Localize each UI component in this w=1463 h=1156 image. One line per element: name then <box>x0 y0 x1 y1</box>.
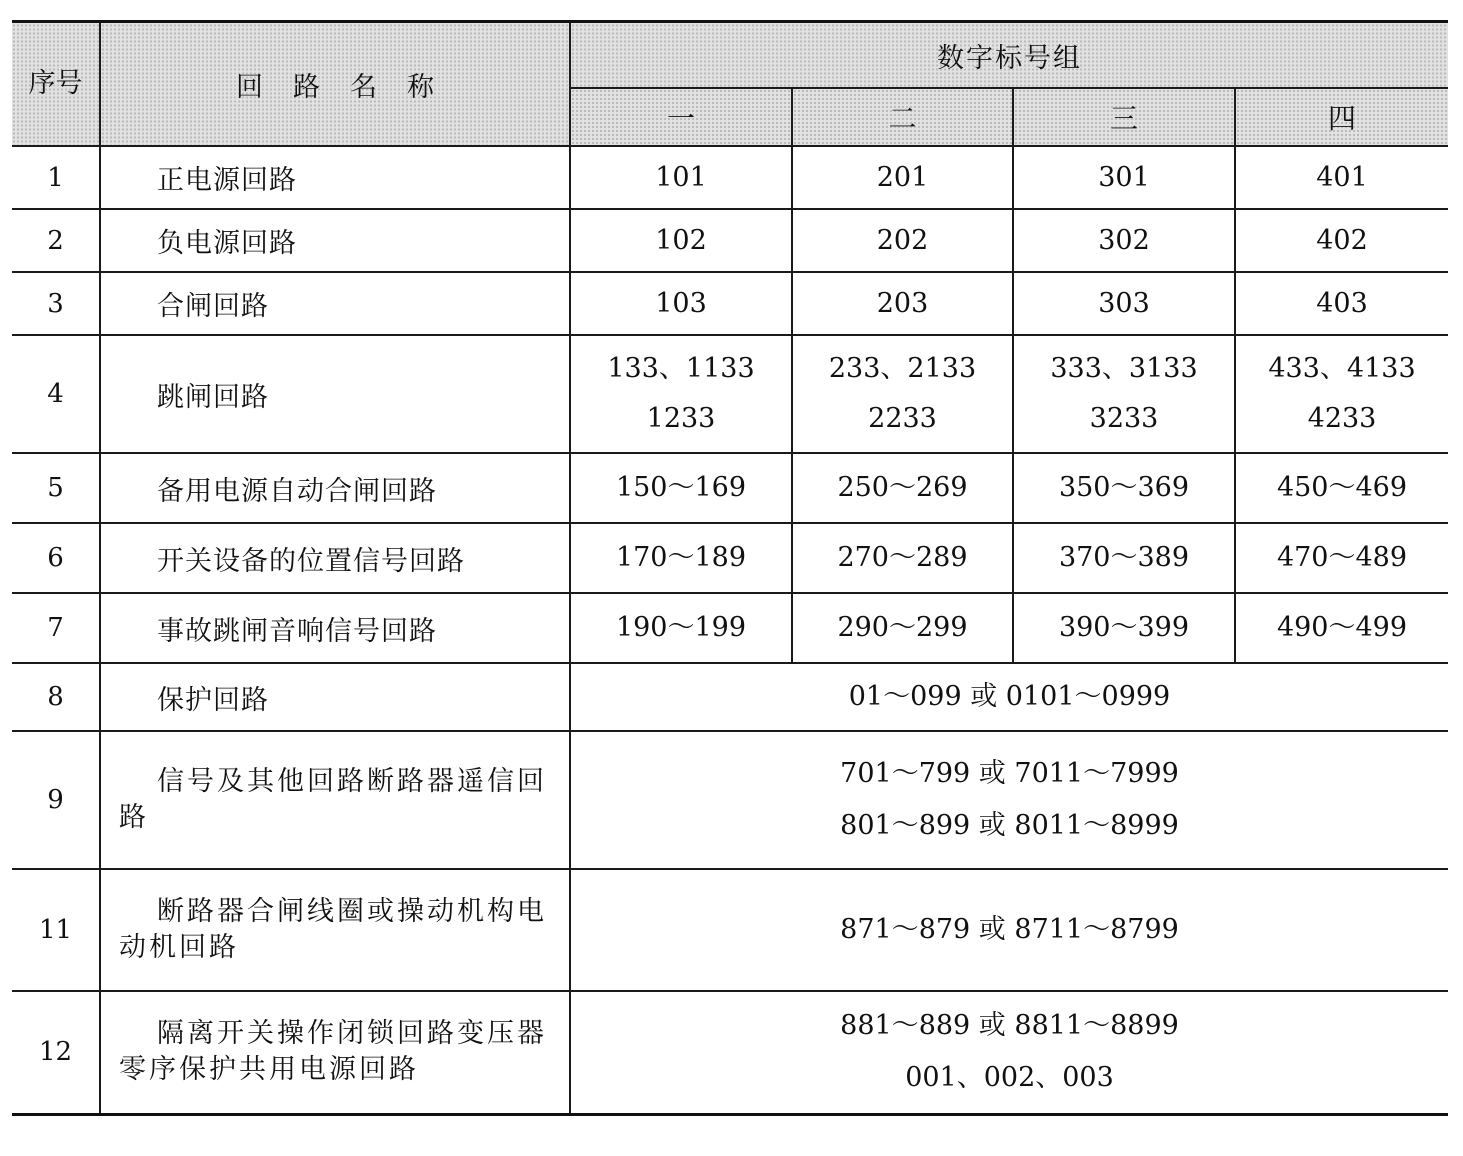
row-seq: 4 <box>12 335 100 453</box>
value-line: 250～269 <box>837 472 968 503</box>
value-cell <box>792 272 1013 335</box>
value-line: 401 <box>1316 161 1368 193</box>
merged-value-cell <box>570 869 1448 991</box>
table-body <box>12 146 1448 1114</box>
row-seq: 3 <box>12 272 100 335</box>
value-cell <box>570 593 792 663</box>
row-seq: 1 <box>12 146 100 209</box>
value-cell <box>1013 209 1235 272</box>
row-seq: 5 <box>12 453 100 523</box>
header-group-4: 四 <box>1235 88 1448 146</box>
value-cell <box>1013 272 1235 335</box>
row-seq: 9 <box>12 731 100 869</box>
header-seq: 序号 <box>12 22 100 147</box>
row-name: 断路器合闸线圈或操动机构电动机回路 <box>100 869 570 991</box>
row-name: 跳闸回路 <box>100 335 570 453</box>
value-line: 302 <box>1098 224 1150 256</box>
value-line: 133、1133 <box>607 353 755 384</box>
header-circuit-name: 回路名称 <box>100 22 570 147</box>
table-row <box>12 453 1448 523</box>
value-cell <box>570 335 792 453</box>
header-number-group: 数字标号组 <box>570 22 1448 89</box>
value-cell <box>570 146 792 209</box>
value-line: 170～189 <box>615 542 747 573</box>
table-row <box>12 869 1448 991</box>
value-line: 490～499 <box>1276 612 1408 643</box>
row-seq: 6 <box>12 523 100 593</box>
value-cell <box>1013 146 1235 209</box>
value-line: 233、2133 <box>828 353 977 384</box>
merged-value-cell <box>570 991 1448 1114</box>
value-line: 201 <box>876 161 929 193</box>
value-cell <box>1013 335 1235 453</box>
row-seq: 2 <box>12 209 100 272</box>
value-line: 350～369 <box>1058 472 1190 503</box>
value-cell <box>570 272 792 335</box>
value-line: 4233 <box>1307 403 1377 434</box>
table-row <box>12 593 1448 663</box>
row-seq: 8 <box>12 663 100 731</box>
value-cell <box>570 209 792 272</box>
row-name: 保护回路 <box>100 663 570 731</box>
row-name: 合闸回路 <box>100 272 570 335</box>
value-cell <box>1235 453 1448 523</box>
value-line: 433、4133 <box>1268 353 1416 384</box>
value-line: 333、3133 <box>1050 353 1198 384</box>
table-row <box>12 209 1448 272</box>
header-group-3: 三 <box>1013 88 1235 146</box>
row-name: 正电源回路 <box>100 146 570 209</box>
row-name: 事故跳闸音响信号回路 <box>100 593 570 663</box>
value-cell <box>1235 272 1448 335</box>
value-cell <box>792 209 1013 272</box>
row-name: 开关设备的位置信号回路 <box>100 523 570 593</box>
value-line: 871～879 或 8711～8799 <box>840 914 1179 945</box>
value-cell <box>792 523 1013 593</box>
value-line: 701～799 或 7011～7999 <box>840 758 1179 789</box>
row-name: 负电源回路 <box>100 209 570 272</box>
value-line: 2233 <box>868 403 937 434</box>
value-line: 301 <box>1098 161 1150 193</box>
value-line: 290～299 <box>837 612 968 643</box>
value-cell <box>1235 209 1448 272</box>
value-line: 270～289 <box>837 542 968 573</box>
value-cell <box>1235 146 1448 209</box>
value-cell <box>1235 335 1448 453</box>
merged-value-cell <box>570 663 1448 731</box>
value-cell <box>570 453 792 523</box>
header-group-2: 二 <box>792 88 1013 146</box>
value-cell <box>1013 523 1235 593</box>
value-line: 1233 <box>646 403 716 434</box>
table-row <box>12 731 1448 869</box>
table-row <box>12 523 1448 593</box>
row-seq: 12 <box>12 991 100 1114</box>
value-line: 801～899 或 8011～8999 <box>840 810 1179 841</box>
table-row <box>12 991 1448 1114</box>
value-cell <box>1013 593 1235 663</box>
value-line: 203 <box>876 287 929 319</box>
value-line: 202 <box>876 224 929 256</box>
value-line: 101 <box>655 161 707 193</box>
value-line: 3233 <box>1089 403 1159 434</box>
value-line: 102 <box>655 224 707 256</box>
merged-value-cell <box>570 731 1448 869</box>
header-group-1: 一 <box>570 88 792 146</box>
row-name: 备用电源自动合闸回路 <box>100 453 570 523</box>
table-row <box>12 146 1448 209</box>
row-seq: 11 <box>12 869 100 991</box>
value-line: 190～199 <box>615 612 747 643</box>
row-name: 信号及其他回路断路器遥信回路 <box>100 731 570 869</box>
value-cell <box>792 335 1013 453</box>
value-cell <box>570 523 792 593</box>
table-row <box>12 663 1448 731</box>
value-line: 150～169 <box>615 472 747 503</box>
circuit-number-table <box>12 20 1448 1116</box>
value-cell <box>1235 523 1448 593</box>
value-line: 881～889 或 8811～8899 <box>840 1010 1179 1042</box>
value-cell <box>792 453 1013 523</box>
row-seq: 7 <box>12 593 100 663</box>
value-cell <box>1235 593 1448 663</box>
value-line: 403 <box>1316 287 1368 319</box>
value-line: 390～399 <box>1058 612 1190 643</box>
value-line: 001、002、003 <box>905 1062 1114 1094</box>
table-row <box>12 335 1448 453</box>
value-line: 402 <box>1316 224 1368 256</box>
value-cell <box>792 146 1013 209</box>
value-line: 303 <box>1098 287 1150 319</box>
value-cell <box>1013 453 1235 523</box>
value-line: 103 <box>655 287 707 319</box>
value-line: 370～389 <box>1058 542 1190 573</box>
value-line: 450～469 <box>1276 472 1408 503</box>
value-cell <box>792 593 1013 663</box>
table-row <box>12 272 1448 335</box>
table-header <box>12 22 1448 147</box>
value-line: 470～489 <box>1276 542 1408 573</box>
row-name: 隔离开关操作闭锁回路变压器零序保护共用电源回路 <box>100 991 570 1114</box>
value-line: 01～099 或 0101～0999 <box>848 681 1171 712</box>
